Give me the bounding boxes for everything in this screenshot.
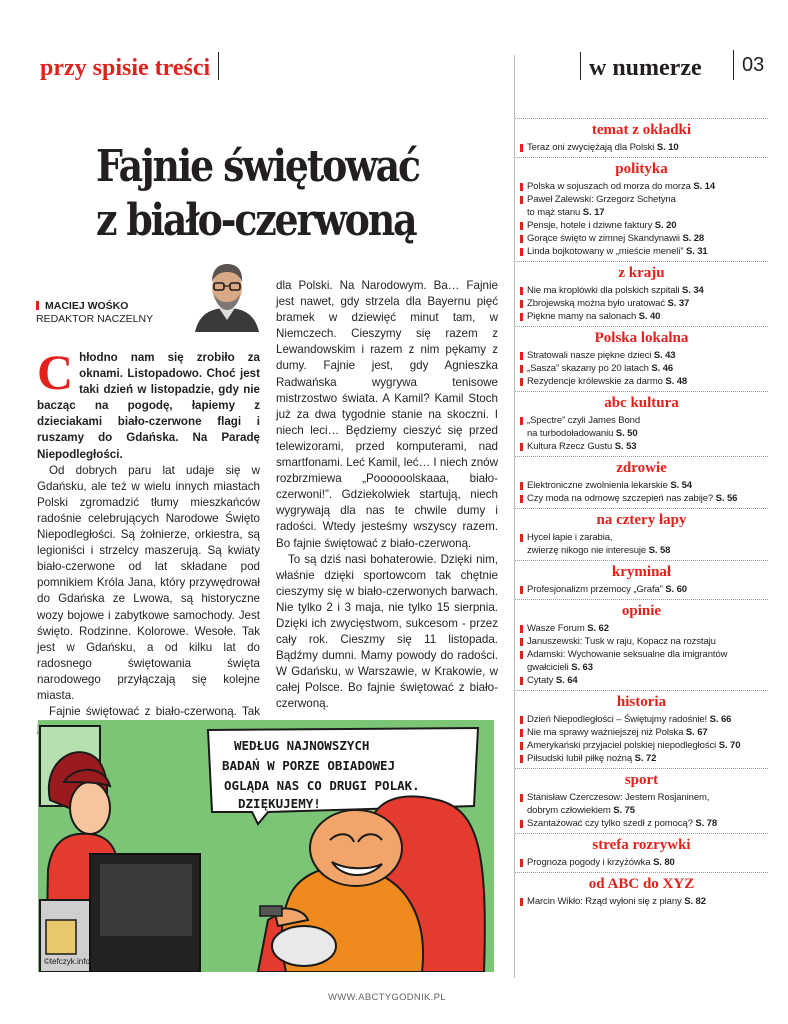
toc-item-page: S. 64 bbox=[555, 675, 578, 686]
toc-item[interactable] bbox=[520, 232, 768, 245]
toc-item[interactable] bbox=[520, 583, 768, 596]
toc-item-page: S. 53 bbox=[614, 441, 637, 452]
toc-section-heading: na cztery łapy bbox=[515, 508, 768, 531]
toc-item-page: S. 34 bbox=[682, 285, 704, 296]
toc-item[interactable] bbox=[520, 297, 768, 310]
toc-item-page: S. 50 bbox=[615, 428, 638, 439]
toc-section-heading: sport bbox=[515, 768, 768, 791]
toc-item-title-continued bbox=[527, 661, 768, 674]
toc-item[interactable] bbox=[520, 726, 768, 739]
toc-item-title: Paweł Zalewski: Grzegorz Schetyna bbox=[527, 194, 676, 205]
toc-item-title: Linda bojkotowany w „mieście meneli” bbox=[527, 246, 684, 257]
section-header-right-text: w numerze bbox=[589, 55, 702, 81]
toc-item-title: Pensje, hotele i dziwne faktury bbox=[527, 220, 653, 231]
article-title-line2: z biało-czerwoną bbox=[96, 195, 416, 246]
toc-item-page: S. 37 bbox=[667, 298, 690, 309]
toc-item[interactable] bbox=[520, 752, 768, 765]
toc-item-page: S. 10 bbox=[656, 142, 679, 153]
toc-item[interactable] bbox=[520, 349, 768, 362]
toc-item-title-continued bbox=[527, 427, 768, 440]
toc-item[interactable] bbox=[520, 674, 768, 687]
toc-item-title: Profesjonalizm przemocy „Grafa” bbox=[527, 584, 663, 595]
author-photo bbox=[193, 258, 261, 332]
section-header-left bbox=[40, 52, 219, 82]
toc-section-items bbox=[515, 856, 768, 872]
toc-item-title: „Sasza” skazany po 20 latach bbox=[527, 363, 649, 374]
toc-item-page: S. 82 bbox=[684, 896, 706, 907]
toc-section-items bbox=[515, 713, 768, 768]
toc-item-title: Zbrojewską można było uratować bbox=[527, 298, 665, 309]
toc-item-title: Szantażować czy tylko szedł z pomocą? bbox=[527, 818, 693, 829]
article-paragraph: Fajnie świętować z biało-czerwoną. Tak bbox=[49, 705, 260, 719]
toc-item-page: S. 31 bbox=[685, 246, 708, 257]
toc-item-page: S. 14 bbox=[693, 181, 716, 192]
toc-item-title: Rezydencje królewskie za darmo bbox=[527, 376, 663, 387]
toc-item-title-line2: to mąż stanu bbox=[527, 207, 581, 218]
toc-section-heading: zdrowie bbox=[515, 456, 768, 479]
toc-item[interactable] bbox=[520, 739, 768, 752]
toc-item[interactable] bbox=[520, 245, 768, 258]
toc-section-heading: abc kultura bbox=[515, 391, 768, 414]
cartoon-credit: ©tefczyk.info bbox=[44, 957, 90, 966]
toc-item-title: Dzień Niepodległości – Świętujmy radośnie! bbox=[527, 714, 708, 725]
toc-section-items bbox=[515, 791, 768, 833]
toc-section-items bbox=[515, 349, 768, 391]
toc-item-page: S. 43 bbox=[653, 350, 676, 361]
toc-section-heading: temat z okładki bbox=[515, 118, 768, 141]
cartoon-speech-line: OGLĄDA NAS CO DRUGI POLAK. bbox=[224, 778, 420, 793]
toc-item[interactable] bbox=[520, 531, 768, 557]
toc-section-items bbox=[515, 895, 768, 911]
toc-item-title: Stanisław Czerczesow: Jestem Rosjaninem, bbox=[527, 792, 710, 803]
toc-section-items bbox=[515, 180, 768, 261]
toc-item-title: Stratowali nasze piękne dzieci bbox=[527, 350, 652, 361]
toc-section-items bbox=[515, 414, 768, 456]
drop-cap: C bbox=[37, 344, 74, 400]
toc-item-page: S. 28 bbox=[682, 233, 705, 244]
toc-item-title: Elektroniczne zwolnienia lekarskie bbox=[527, 480, 668, 491]
toc-item-title: Adamski: Wychowanie seksualne dla imigrantów bbox=[527, 649, 728, 660]
toc-item-title: Piękne mamy na salonach bbox=[527, 311, 637, 322]
footer-url[interactable]: WWW.ABCTYGODNIK.PL bbox=[328, 992, 446, 1003]
article-lead: hłodno nam się zrobiło za oknami. Listopadowo. Choć jest taki dzień w listopadzie, gdy nie bacząc na pogodę, łapiemy z dzieciakami biało-czerwone flagi i ruszamy do Gdańska. Na Paradę Niepodległości. bbox=[37, 351, 260, 461]
toc-item[interactable] bbox=[520, 193, 768, 219]
toc-item-page: S. 72 bbox=[634, 753, 657, 764]
toc-item[interactable] bbox=[520, 713, 768, 726]
page-number: 03 bbox=[733, 50, 773, 80]
toc-item-title: Nie ma sprawy ważniejszej niż Polska bbox=[527, 727, 684, 738]
toc-item-page: S. 60 bbox=[665, 584, 687, 595]
toc-item[interactable] bbox=[520, 895, 768, 908]
toc-item-title: Polska w sojuszach od morza do morza bbox=[527, 181, 691, 192]
toc-item-title: Prognoza pogody i krzyżówka bbox=[527, 857, 651, 868]
toc-item[interactable] bbox=[520, 375, 768, 388]
toc-section-items bbox=[515, 479, 768, 508]
toc-section-heading: kryminał bbox=[515, 560, 768, 583]
toc-item[interactable] bbox=[520, 817, 768, 830]
toc-item[interactable] bbox=[520, 622, 768, 635]
toc-item[interactable] bbox=[520, 284, 768, 297]
toc-item-title: Marcin Wikło: Rząd wyłoni się z piany bbox=[527, 896, 682, 907]
toc-section-heading: od ABC do XYZ bbox=[515, 872, 768, 895]
article-paragraph: Od dobrych paru lat udaje się w Gdańsku, ale też w wielu innych miastach Polski zgromadzić tłumy mieszkańców radośnie celebrujących Narodowe Święto Niepodległości. Są żołnierze, orkiestra, są legioniści i strzelcy maszerują. Są kwiaty biało-czerwone od lat składane pod pomnikiem Króla Jana, który przywędrował do Gdańska ze Lwowa, są historyczne wozy bojowe i zabytkowe samochody. Jest święto. Rodzinne. Kolorowe. Wesołe. Tak jest w Gdańsku, a od kilku lat do radosnego świętowania święta narodowego przyłączają się kolejne miasta. bbox=[37, 463, 260, 702]
toc-item-title-line2: dobrym człowiekiem bbox=[527, 805, 611, 816]
toc-item[interactable] bbox=[520, 492, 768, 505]
article-title-line1: Fajnie świętować bbox=[96, 141, 419, 192]
toc-item[interactable] bbox=[520, 856, 768, 869]
toc-section-heading: historia bbox=[515, 690, 768, 713]
header-divider bbox=[218, 52, 219, 80]
toc-item-page: S. 40 bbox=[638, 311, 661, 322]
author-byline bbox=[36, 300, 153, 326]
editorial-cartoon bbox=[38, 720, 494, 972]
toc-item[interactable] bbox=[520, 648, 768, 674]
toc-item[interactable] bbox=[520, 219, 768, 232]
cartoon-speech-line: BADAŃ W PORZE OBIADOWEJ bbox=[222, 758, 396, 773]
toc-item-page: S. 56 bbox=[715, 493, 738, 504]
toc-item-page: S. 70 bbox=[718, 740, 741, 751]
table-of-contents bbox=[515, 118, 768, 911]
toc-item-title-line2: zwierzę nikogo nie interesuje bbox=[527, 545, 647, 556]
toc-item-title: Amerykański przyjaciel polskiej niepodległości bbox=[527, 740, 717, 751]
toc-section-items bbox=[515, 622, 768, 690]
toc-item-page: S. 46 bbox=[651, 363, 674, 374]
toc-item-page: S. 75 bbox=[613, 805, 635, 816]
toc-item-page: S. 17 bbox=[582, 207, 605, 218]
toc-section-items bbox=[515, 531, 768, 560]
toc-section-heading: opinie bbox=[515, 599, 768, 622]
toc-item-title-line2: na turbodoładowaniu bbox=[527, 428, 614, 439]
toc-item-title: Czy moda na odmowę szczepień nas zabije? bbox=[527, 493, 714, 504]
article-body-column-1 bbox=[37, 344, 260, 736]
toc-item-page: S. 66 bbox=[709, 714, 732, 725]
article-paragraph: To są dziś nasi bohaterowie. Dzięki nim, właśnie dzięki sportowcom tak chętnie cieszymy się w biało-czerwonych barwach. Nie tylko 2 i 3 maja, nie tylko 15 sierpnia. Dzięki ich zwycięstwom, sukcesom - przez cały rok. Cieszmy się 11 listopada. Bądźmy dumni. Mamy powody do radości. W Gdańsku, w Warszawie, w Krakowie, w całej Polsce. Bo fajnie świętować z biało-czerwoną. bbox=[276, 552, 498, 711]
toc-item-page: S. 54 bbox=[670, 480, 692, 491]
toc-item-title: Cytaty bbox=[527, 675, 554, 686]
toc-item-title: Januszewski: Tusk w raju, Kopacz na rozstaju bbox=[527, 636, 716, 647]
toc-item-title-continued bbox=[527, 804, 768, 817]
toc-section-heading: polityka bbox=[515, 157, 768, 180]
toc-item-title: „Spectre” czyli James Bond bbox=[527, 415, 641, 426]
toc-item[interactable] bbox=[520, 635, 768, 648]
toc-item-title: Piłsudski lubił piłkę nożną bbox=[527, 753, 633, 764]
toc-section-items bbox=[515, 141, 768, 157]
toc-section-heading: Polska lokalna bbox=[515, 326, 768, 349]
toc-item-page: S. 67 bbox=[685, 727, 708, 738]
toc-item-title: Nie ma kroplówki dla polskich szpitali bbox=[527, 285, 680, 296]
toc-item[interactable] bbox=[520, 414, 768, 440]
article-body-column-2 bbox=[276, 278, 498, 713]
toc-item-title-continued bbox=[527, 206, 768, 219]
header-divider bbox=[580, 52, 581, 80]
toc-item-title-line2: gwałcicieli bbox=[527, 662, 569, 673]
toc-item-page: S. 78 bbox=[695, 818, 718, 829]
article-title bbox=[96, 140, 440, 248]
toc-section-heading: z kraju bbox=[515, 261, 768, 284]
toc-item-title: Kultura Rzecz Gustu bbox=[527, 441, 613, 452]
toc-item[interactable] bbox=[520, 180, 768, 193]
toc-item-title: Hycel łapie i zarabia, bbox=[527, 532, 613, 543]
cartoon-speech-line: WEDŁUG NAJNOWSZYCH bbox=[234, 738, 370, 753]
toc-item-page: S. 62 bbox=[587, 623, 609, 634]
cartoon-speech-line: DZIĘKUJEMY! bbox=[238, 796, 321, 811]
toc-item-title: Wasze Forum bbox=[527, 623, 585, 634]
toc-item-page: S. 20 bbox=[654, 220, 677, 231]
toc-item-page: S. 48 bbox=[665, 376, 688, 387]
toc-item-page: S. 80 bbox=[653, 857, 675, 868]
section-header-left-text: przy spisie treści bbox=[40, 55, 211, 81]
toc-section-items bbox=[515, 583, 768, 599]
toc-item-title: Gorące święto w zimnej Skandynawii bbox=[527, 233, 680, 244]
toc-section-heading: strefa rozrywki bbox=[515, 833, 768, 856]
toc-item[interactable] bbox=[520, 479, 768, 492]
toc-item-title-continued bbox=[527, 544, 768, 557]
toc-item-page: S. 58 bbox=[648, 545, 671, 556]
toc-item[interactable] bbox=[520, 791, 768, 817]
section-header-right bbox=[580, 52, 702, 82]
toc-item-title: Teraz oni zwyciężają dla Polski bbox=[527, 142, 655, 153]
author-name: MACIEJ WOŚKO bbox=[36, 300, 153, 313]
author-role: REDAKTOR NACZELNY bbox=[36, 313, 154, 325]
toc-item[interactable] bbox=[520, 440, 768, 453]
toc-item-page: S. 63 bbox=[571, 662, 593, 673]
toc-item[interactable] bbox=[520, 141, 768, 154]
toc-item[interactable] bbox=[520, 362, 768, 375]
toc-item[interactable] bbox=[520, 310, 768, 323]
toc-section-items bbox=[515, 284, 768, 326]
article-paragraph: dla Polski. Na Narodowym. Ba… Fajnie jest nawet, gdy strzela dla Bayernu pięć bramek w dziewięć minut tam, w Niemczech. Cieszymy się razem z Lewandowskim i razem z nim pękamy z dumy. Fajnie jest, gdy Agnieszka Radwańska wygrywa tenisowe mistrzostwo świata. A Kamil? Kamil Stoch już za dwa tygodnie stanie na skoczni. I niech leci… Będziemy cieszyć się przed telewizorami, przed komputerami, nad smartfonami. Leć Kamil, leć… I niech znów rozbrzmiewa „Poooooolskaaa, biało-czerwoni!”. Gdziekolwiek startują, niech wygrywają dla nas te chwile dumy i radości. Wtedy jesteśmy wszyscy razem. Bo fajnie świętować z biało-czerwoną. bbox=[276, 279, 498, 550]
